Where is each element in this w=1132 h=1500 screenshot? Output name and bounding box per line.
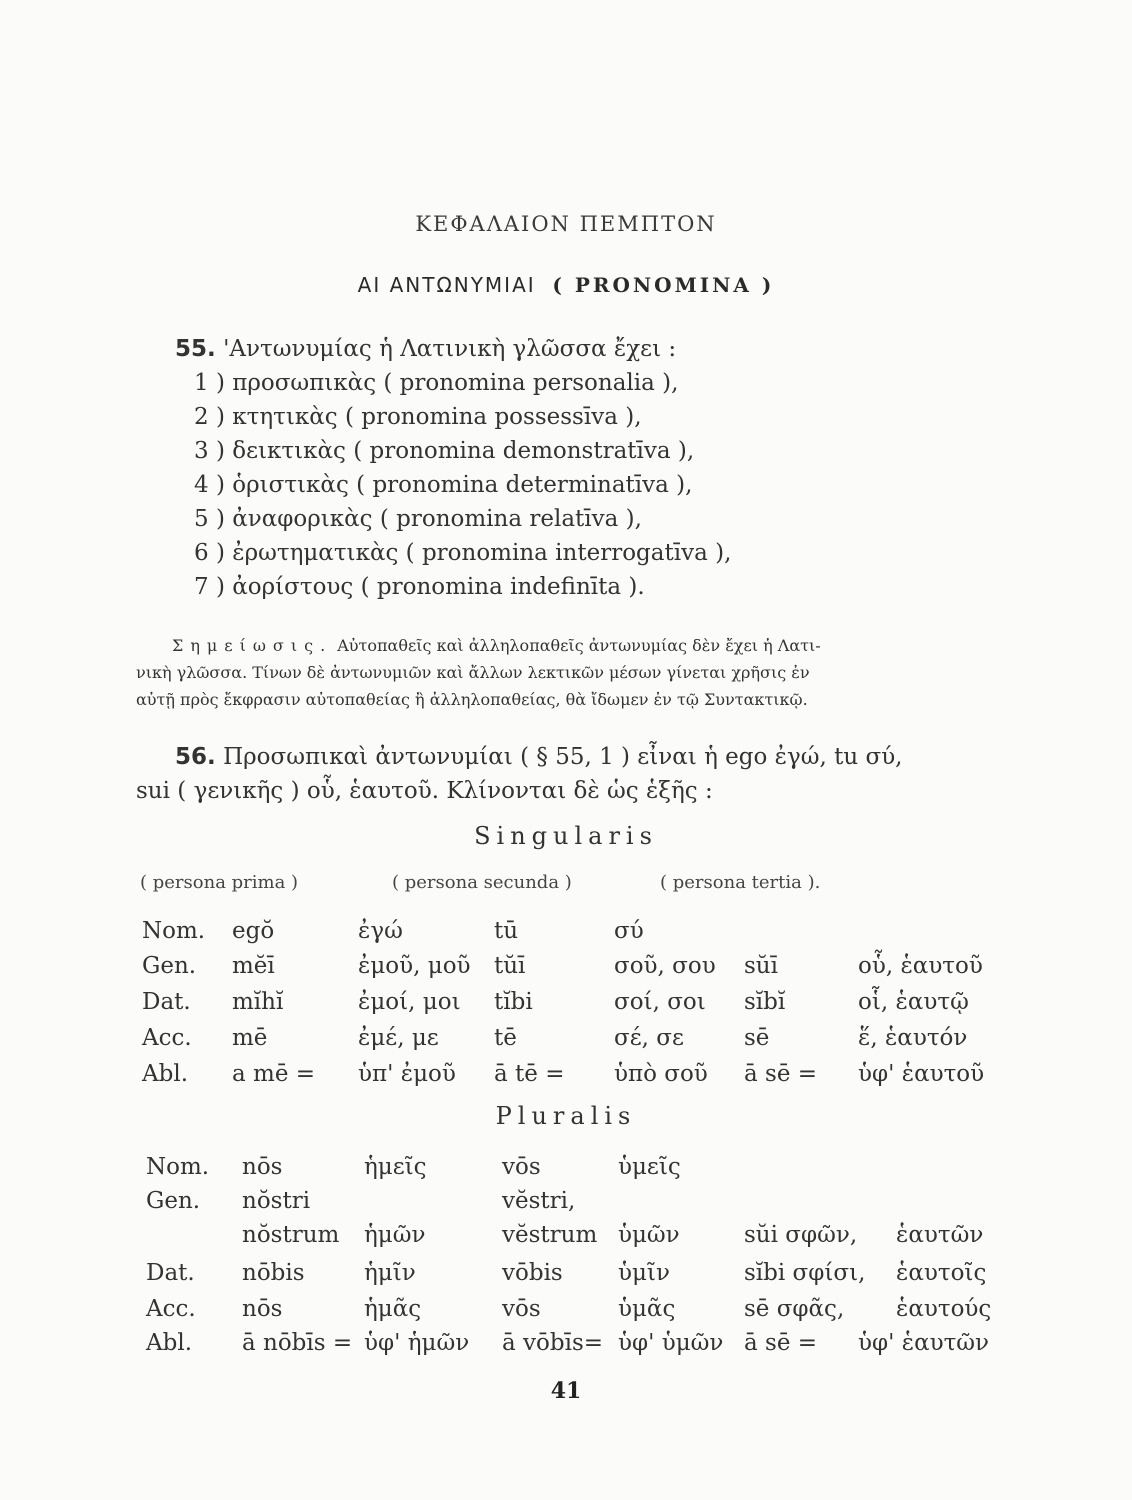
sec55-item: 4 ) ὁριστικὰς ( pronomina determinatīva ),: [194, 472, 693, 498]
greek-form: ὑφ' ἑαυτοῦ: [858, 1061, 985, 1087]
greek-form: ἑαυτούς: [896, 1296, 992, 1322]
person-label: ( persona tertia ).: [660, 872, 821, 893]
greek-form: ἕ, ἑαυτόν: [858, 1025, 968, 1051]
latin-form: sŭī: [744, 953, 778, 979]
greek-form: ἐμέ, με: [358, 1025, 439, 1051]
greek-form: ἑαυτῶν: [896, 1222, 984, 1248]
case-label: Nom.: [142, 918, 206, 944]
sec55-number: 55.: [175, 336, 216, 362]
greek-form: σύ: [614, 918, 644, 944]
latin-form: nŏstrum: [242, 1222, 340, 1248]
sec55-item: 3 ) δεικτικὰς ( pronomina demonstratīva ),: [194, 438, 695, 464]
case-label: Acc.: [142, 1025, 192, 1051]
case-label: Abl.: [142, 1061, 188, 1087]
greek-form: ἡμῶν: [364, 1222, 426, 1248]
sec56-text1: Προσωπικαὶ ἀντωνυμίαι ( § 55, 1 ) εἶναι ἡ ego ἐγώ, tu σύ,: [223, 744, 903, 770]
sec55-item: 6 ) ἐρωτηματικὰς ( pronomina interrogatīva ),: [194, 540, 732, 566]
person-label: ( persona secunda ): [392, 872, 572, 893]
person-label: ( persona prima ): [140, 872, 299, 893]
latin-form: a mē =: [232, 1061, 316, 1087]
latin-form: nōs: [242, 1154, 283, 1180]
sec55-item: 1 ) προσωπικὰς ( pronomina personalia ),: [194, 370, 679, 396]
greek-form: ὑφ' ὑμῶν: [618, 1330, 724, 1356]
greek-form: ἐμοῦ, μοῦ: [358, 953, 471, 979]
sec56-line2: sui ( γενικῆς ) οὗ, ἑαυτοῦ. Κλίνονται δὲ ὡς ἑξῆς :: [136, 778, 713, 804]
note-text: Αὐτοπαθεῖς καὶ ἀλληλοπαθεῖς ἀντωνυμίας δὲν ἔχει ἡ Λατι-: [337, 636, 821, 655]
singularis-title: Singularis: [474, 822, 658, 850]
greek-form: ἡμεῖς: [364, 1154, 427, 1180]
latin-form: tŭī: [494, 953, 526, 979]
greek-form: ὑπὸ σοῦ: [614, 1061, 708, 1087]
greek-form: ἑαυτοῖς: [896, 1260, 987, 1286]
note-line: νικὴ γλῶσσα. Τίνων δὲ ἀντωνυμιῶν καὶ ἄλλων λεκτικῶν μέσων γίνεται χρῆσις ἐν: [136, 663, 810, 682]
latin-form: vōbis: [502, 1260, 563, 1286]
heading-latin: ( PRONOMINA ): [552, 273, 775, 297]
latin-form: mĕī: [232, 953, 275, 979]
greek-form: ἐμοί, μοι: [358, 989, 461, 1015]
latin-form: sē: [744, 1025, 770, 1051]
latin-form: vōs: [502, 1296, 541, 1322]
sec55-item: 7 ) ἀορίστους ( pronomina indefinīta ).: [194, 574, 645, 600]
latin-form: sē σφᾶς,: [744, 1296, 845, 1322]
greek-form: ὑμεῖς: [618, 1154, 681, 1180]
latin-form: nŏstri: [242, 1188, 311, 1214]
note-line: [172, 636, 821, 655]
pluralis-title: Pluralis: [495, 1102, 637, 1130]
greek-form: ὑμᾶς: [618, 1296, 676, 1322]
latin-form: nōs: [242, 1296, 283, 1322]
page-number: 41: [550, 1378, 582, 1404]
latin-form: ā sē =: [744, 1330, 818, 1356]
greek-form: οὗ, ἑαυτοῦ: [858, 953, 983, 979]
latin-form: vĕstrum: [502, 1222, 598, 1248]
greek-form: σοῦ, σου: [614, 953, 716, 979]
greek-form: ἐγώ: [358, 918, 403, 944]
sec55-intro-line: [175, 336, 676, 362]
greek-form: ὑφ' ἑαυτῶν: [858, 1330, 990, 1356]
sec56-line1: [175, 744, 903, 770]
latin-form: ā tē =: [494, 1061, 565, 1087]
latin-form: sŭi σφῶν,: [744, 1222, 858, 1248]
latin-form: sĭbĭ: [744, 989, 786, 1015]
case-label: Acc.: [146, 1296, 196, 1322]
greek-form: ἡμᾶς: [364, 1296, 422, 1322]
greek-form: ὑπ' ἐμοῦ: [358, 1061, 456, 1087]
latin-form: vĕstri,: [502, 1188, 576, 1214]
case-label: Gen.: [146, 1188, 201, 1214]
chapter-title: ΚΕΦΑΛΑΙΟΝ ΠΕΜΠΤΟΝ: [415, 212, 717, 236]
sec56-number: 56.: [175, 744, 216, 770]
latin-form: mē: [232, 1025, 268, 1051]
heading-greek: ΑΙ ΑΝΤΩΝΥΜΙΑΙ: [357, 273, 536, 297]
latin-form: tū: [494, 918, 519, 944]
case-label: Dat.: [146, 1260, 195, 1286]
latin-form: tĭbi: [494, 989, 533, 1015]
case-label: Nom.: [146, 1154, 210, 1180]
greek-form: οἷ, ἑαυτῷ: [858, 989, 969, 1015]
note-line: αὐτῇ πρὸς ἔκφρασιν αὐτοπαθείας ἢ ἀλληλοπαθείας, θὰ ἴδωμεν ἐν τῷ Συντακτικῷ.: [136, 690, 808, 709]
note-label: Σημείωσις.: [172, 636, 333, 655]
latin-form: ā vōbīs=: [502, 1330, 604, 1356]
latin-form: ā sē =: [744, 1061, 818, 1087]
sec55-item: 5 ) ἀναφορικὰς ( pronomina relatīva ),: [194, 506, 642, 532]
latin-form: vōs: [502, 1154, 541, 1180]
latin-form: mĭhĭ: [232, 989, 284, 1015]
latin-form: egŏ: [232, 918, 275, 944]
latin-form: sĭbi σφίσι,: [744, 1260, 866, 1286]
latin-form: tē: [494, 1025, 517, 1051]
greek-form: σοί, σοι: [614, 989, 706, 1015]
case-label: Dat.: [142, 989, 191, 1015]
latin-form: nōbis: [242, 1260, 305, 1286]
case-label: Abl.: [146, 1330, 192, 1356]
latin-form: ā nōbīs =: [242, 1330, 353, 1356]
greek-form: ὑφ' ἡμῶν: [364, 1330, 470, 1356]
greek-form: ὑμῶν: [618, 1222, 680, 1248]
greek-form: ἡμῖν: [364, 1260, 416, 1286]
case-label: Gen.: [142, 953, 197, 979]
section-heading: [0, 273, 1132, 297]
greek-form: σέ, σε: [614, 1025, 684, 1051]
greek-form: ὑμῖν: [618, 1260, 670, 1286]
sec55-item: 2 ) κτητικὰς ( pronomina possessīva ),: [194, 404, 642, 430]
sec55-intro: 'Αντωνυμίας ἡ Λατινικὴ γλῶσσα ἔχει :: [223, 336, 677, 362]
